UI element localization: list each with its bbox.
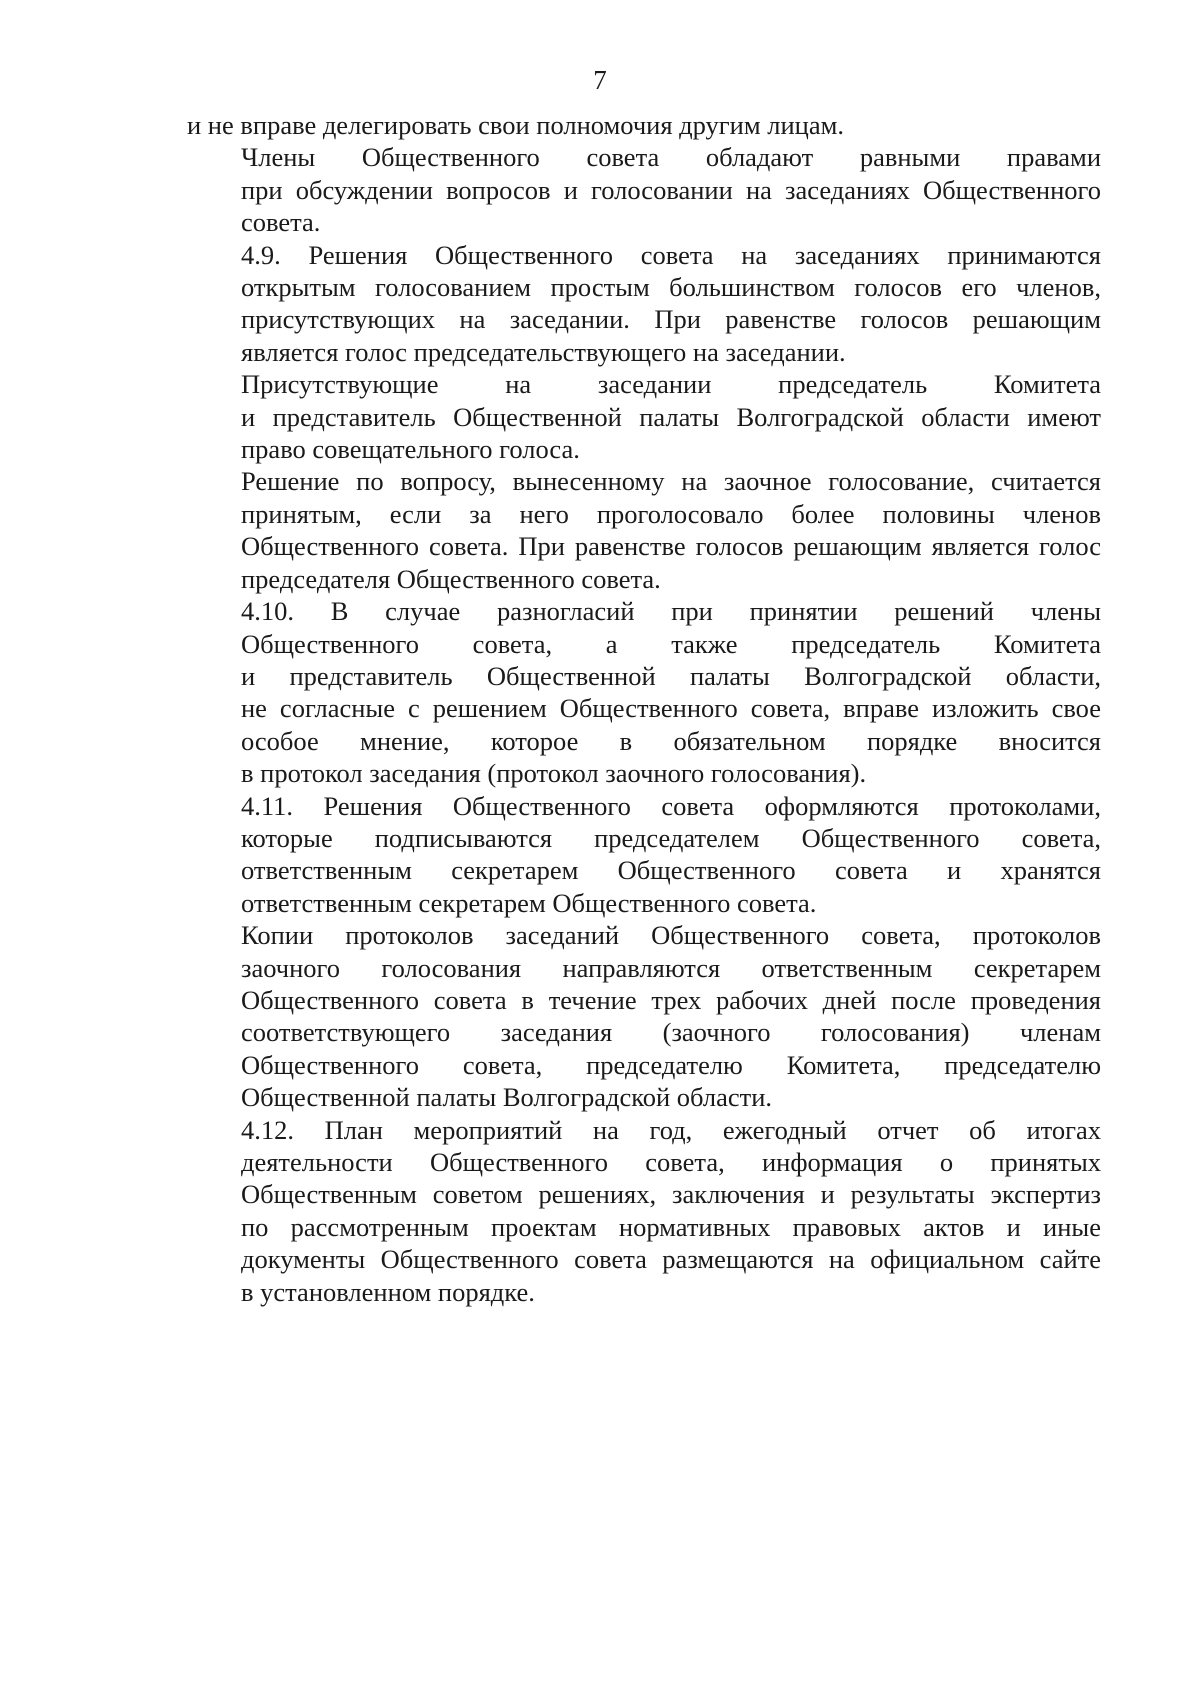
paragraph	[187, 465, 1101, 595]
text-line: право совещательного голоса.	[241, 434, 580, 465]
paragraph	[187, 239, 1101, 369]
paragraph	[187, 1114, 1101, 1308]
text-line: при обсуждении вопросов и голосовании на заседаниях Общественного	[241, 174, 1101, 205]
text-line: соответствующего заседания (заочного голосования) членам	[241, 1017, 1101, 1048]
text-line: Присутствующие на заседании председатель Комитета	[241, 369, 1101, 400]
text-line: Общественного совета, а также председатель Комитета	[241, 628, 1101, 659]
text-line: Решение по вопросу, вынесенному на заочное голосование, считается	[241, 466, 1101, 497]
page-number: 7	[593, 65, 607, 95]
paragraph	[187, 368, 1101, 465]
text-line: заочного голосования направляются ответственным секретарем	[241, 952, 1101, 983]
text-line: 4.9. Решения Общественного совета на заседаниях принимаются	[241, 239, 1101, 270]
text-line: ответственным секретарем Общественного совета и хранятся	[241, 855, 1101, 886]
text-line: председателя Общественного совета.	[241, 563, 661, 594]
text-line: 4.12. План мероприятий на год, ежегодный отчет об итогах	[241, 1114, 1101, 1145]
text-line: особое мнение, которое в обязательном порядке вносится	[241, 725, 1101, 756]
text-line: не согласные с решением Общественного совета, вправе изложить свое	[241, 693, 1101, 724]
paragraph	[187, 790, 1101, 920]
text-line: ответственным секретарем Общественного совета.	[241, 887, 817, 918]
paragraph	[187, 109, 1101, 141]
document-body	[187, 109, 1101, 1308]
text-line: по рассмотренным проектам нормативных правовых актов и иные	[241, 1211, 1101, 1242]
text-line: присутствующих на заседании. При равенстве голосов решающим	[241, 304, 1101, 335]
text-line: Члены Общественного совета обладают равными правами	[241, 142, 1101, 173]
text-line: документы Общественного совета размещаются на официальном сайте	[241, 1244, 1101, 1275]
text-line: и представитель Общественной палаты Волгоградской области имеют	[241, 401, 1101, 432]
text-line: в установленном порядке.	[241, 1276, 535, 1307]
text-line: деятельности Общественного совета, информация о принятых	[241, 1147, 1101, 1177]
text-line: Общественной палаты Волгоградской области.	[241, 1082, 772, 1113]
text-line: принятым, если за него проголосовало более половины членов	[241, 498, 1101, 529]
text-line: в протокол заседания (протокол заочного голосования).	[241, 758, 867, 789]
text-line: Общественного совета. При равенстве голосов решающим является голос	[241, 531, 1101, 562]
text-line: Общественного совета в течение трех рабочих дней после проведения	[241, 984, 1101, 1015]
text-line: 4.11. Решения Общественного совета оформляются протоколами,	[241, 790, 1101, 821]
text-line: и не вправе делегировать свои полномочия другим лицам.	[187, 110, 845, 140]
text-line: Копии протоколов заседаний Общественного совета, протоколов	[241, 920, 1101, 951]
paragraph	[187, 919, 1101, 1113]
text-line: 4.10. В случае разногласий при принятии решений члены	[241, 596, 1101, 627]
text-line: и представитель Общественной палаты Волгоградской области,	[241, 660, 1101, 691]
paragraph	[187, 595, 1101, 789]
text-line: является голос председательствующего на заседании.	[241, 336, 846, 367]
text-line: Общественным советом решениях, заключения и результаты экспертиз	[241, 1179, 1101, 1210]
text-line: Общественного совета, председателю Комитета, председателю	[241, 1049, 1101, 1080]
text-line: открытым голосованием простым большинством голосов его членов,	[241, 272, 1101, 303]
text-line: которые подписываются председателем Общественного совета,	[241, 822, 1101, 853]
paragraph	[187, 141, 1101, 238]
text-line: совета.	[241, 207, 321, 238]
